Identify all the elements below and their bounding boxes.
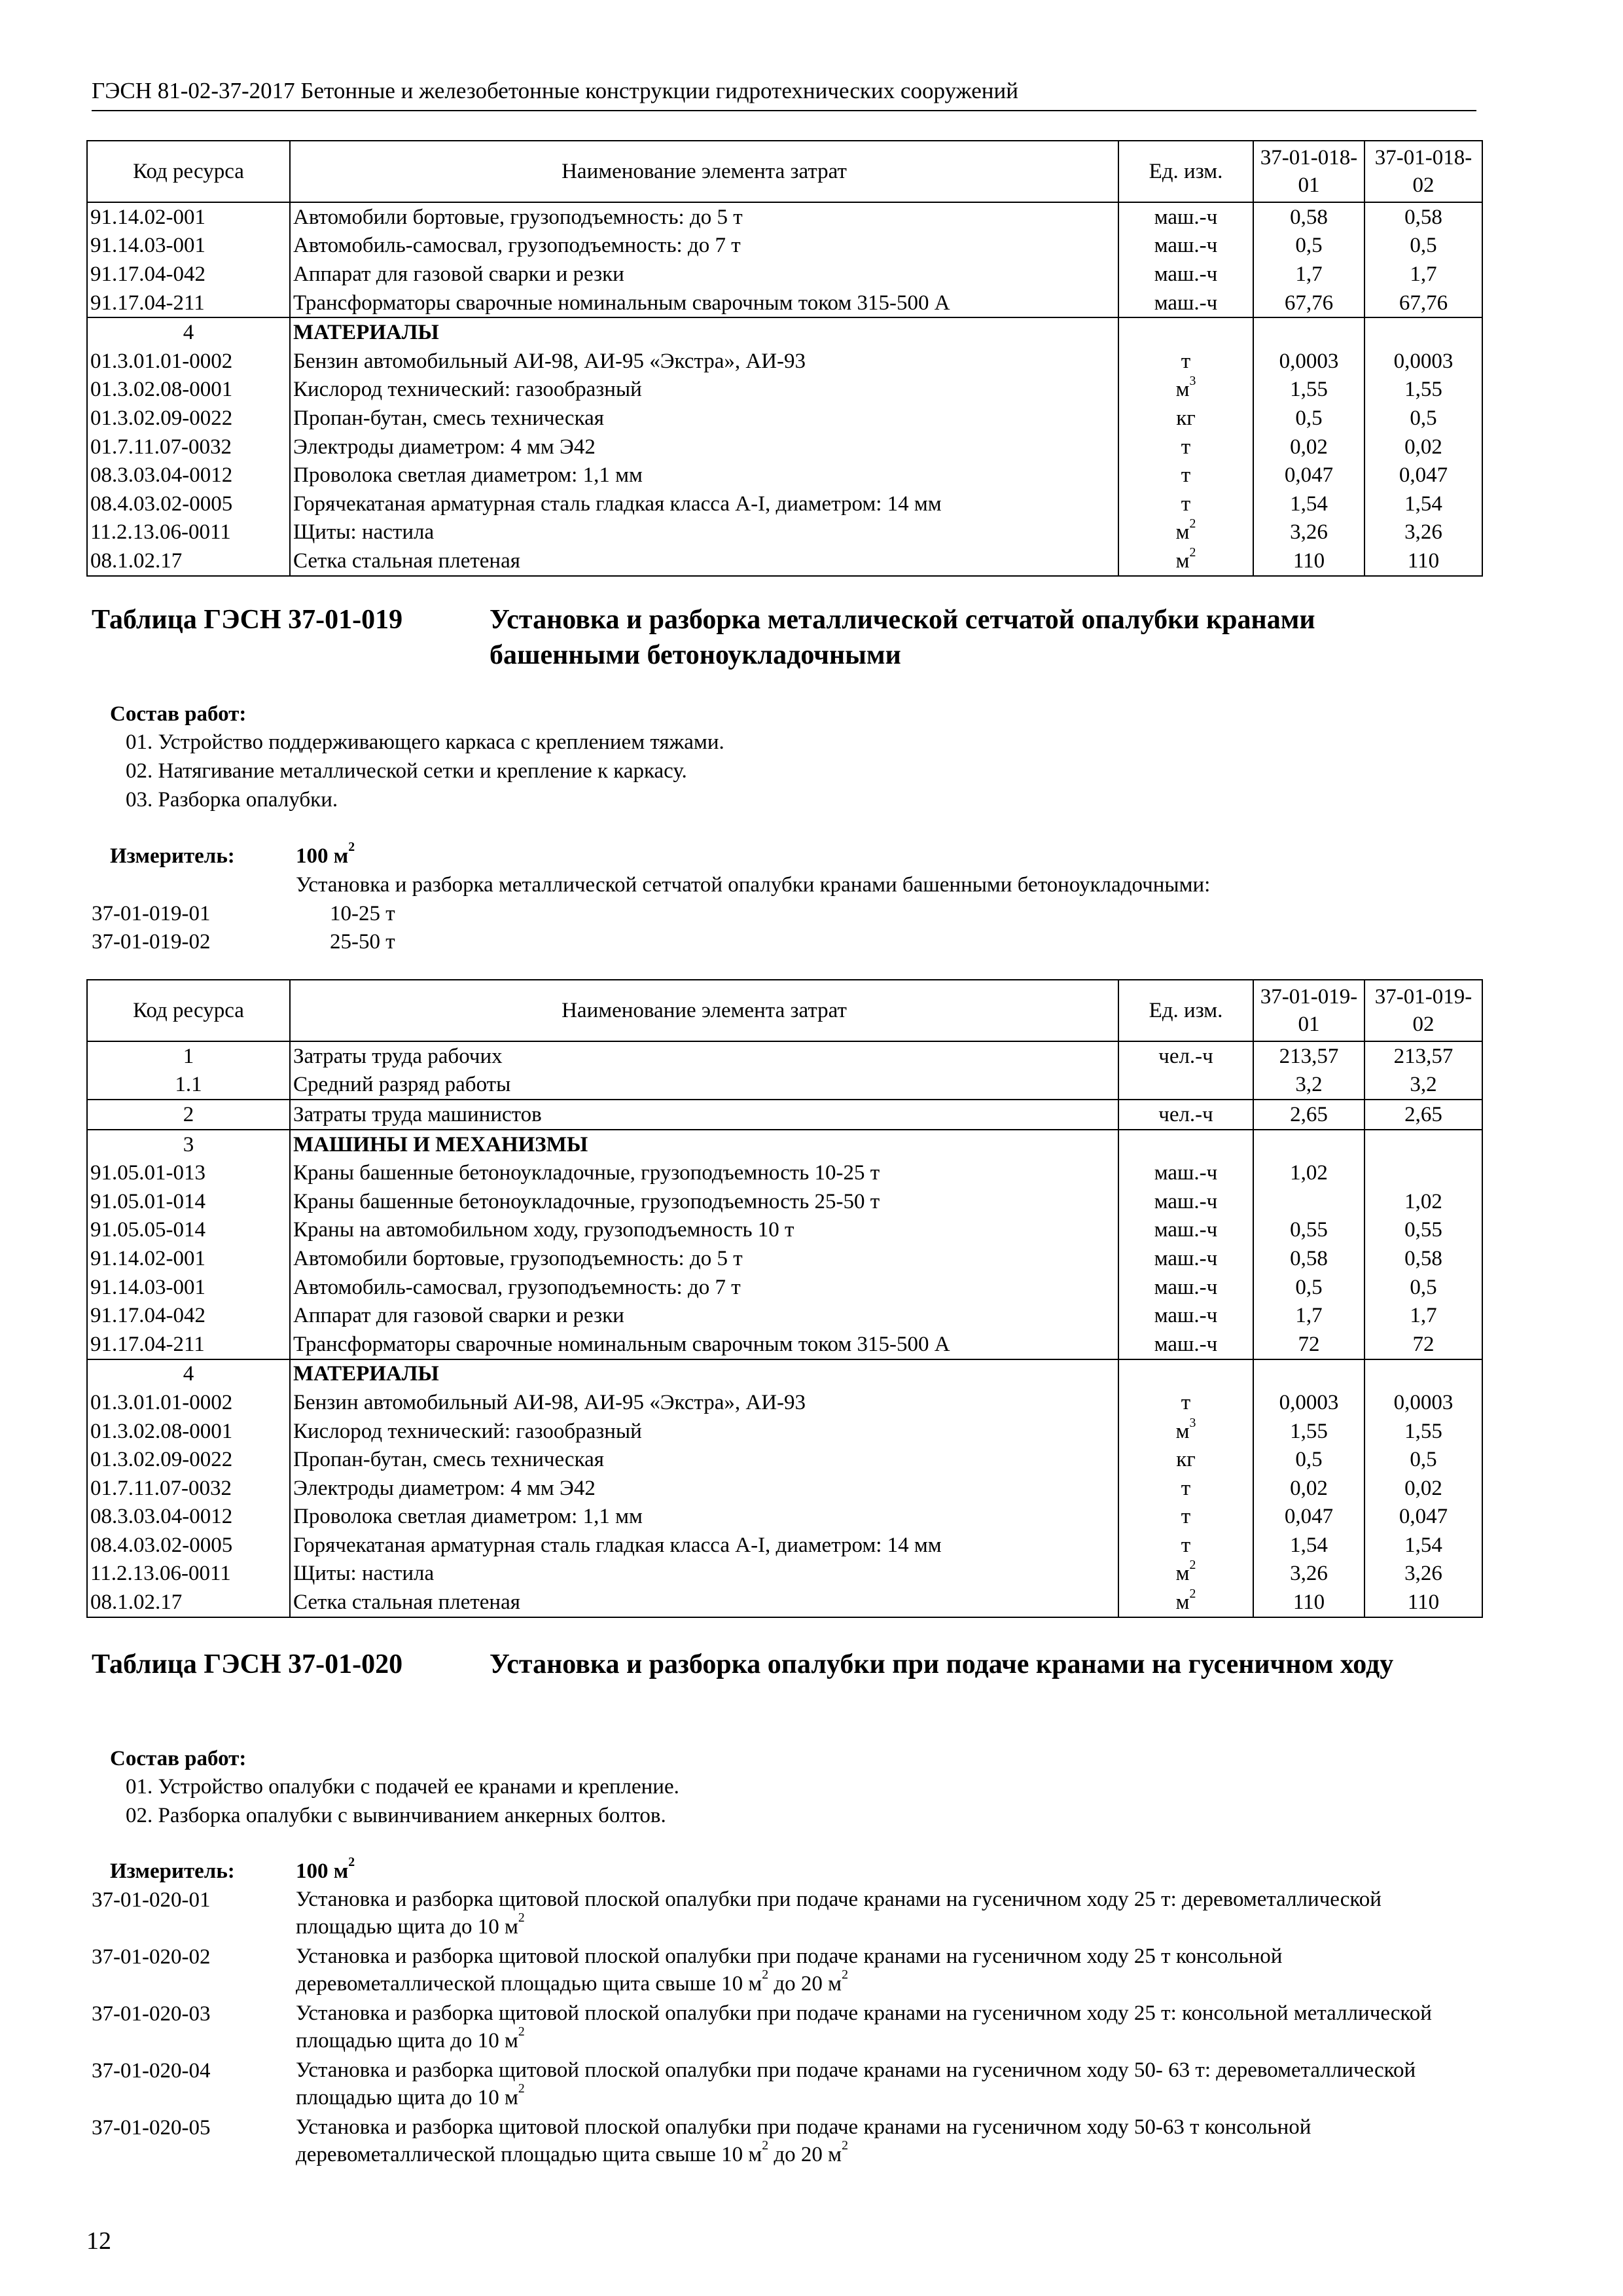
table-row: [87, 1588, 1482, 1617]
col-norm1-header: 37-01-019- 01: [1253, 980, 1364, 1041]
work-item: 02. Натягивание металлической сетки и крепление к каркасу.: [126, 759, 687, 783]
resource-name: Средний разряд работы: [290, 1071, 1118, 1100]
norm-value-1: [1253, 1130, 1364, 1159]
table-row: [87, 1130, 1482, 1159]
col-unit-header: Ед. изм.: [1118, 141, 1253, 202]
table-row: [87, 433, 1482, 461]
norm-value-1: 3,2: [1253, 1071, 1364, 1100]
norm-value-1: [1253, 1187, 1364, 1216]
norm-value-1: 0,58: [1253, 1244, 1364, 1273]
resource-table-019: [86, 979, 1483, 1618]
resource-code: 91.17.04-211: [87, 1330, 290, 1359]
norm-value-2: 3,26: [1364, 1560, 1482, 1588]
norm-value-2: 110: [1364, 1588, 1482, 1617]
unit: $м^3$: [1118, 1417, 1253, 1446]
norm-value-2: 3,26: [1364, 518, 1482, 547]
table-row: [87, 461, 1482, 490]
norm-value-2: 0,047: [1364, 1503, 1482, 1532]
unit: маш.-ч: [1118, 202, 1253, 232]
table-row: [87, 1158, 1482, 1187]
resource-code: 91.17.04-042: [87, 1301, 290, 1330]
unit: кг: [1118, 1445, 1253, 1474]
norm-value-1: 110: [1253, 547, 1364, 576]
resource-code: 08.3.03.04-0012: [87, 1503, 290, 1532]
resource-name: Автомобиль-самосвал, грузоподъемность: до 7 т: [290, 1273, 1118, 1302]
meter-label-020: Измеритель:: [110, 1859, 235, 1883]
page-number: 12: [86, 2227, 111, 2255]
col-name-header: Наименование элемента затрат: [290, 980, 1118, 1041]
meter-value-020: 100 $м^2$: [296, 1855, 355, 1883]
running-header: ГЭСН 81-02-37-2017 Бетонные и железобетонные конструкции гидротехнических сооружений: [92, 77, 1476, 111]
table-row: [87, 232, 1482, 260]
norm-value-1: 1,7: [1253, 260, 1364, 289]
resource-code: 11.2.13.06-0011: [87, 518, 290, 547]
resource-name: Затраты труда машинистов: [290, 1100, 1118, 1130]
resource-name: Аппарат для газовой сварки и резки: [290, 260, 1118, 289]
resource-name: Горячекатаная арматурная сталь гладкая класса А-I, диаметром: 14 мм: [290, 490, 1118, 518]
unit: т: [1118, 490, 1253, 518]
resource-name: Затраты труда рабочих: [290, 1041, 1118, 1071]
norm-value-1: 1,7: [1253, 1301, 1364, 1330]
resource-name: Трансформаторы сварочные номинальным сварочным током 315-500 А: [290, 289, 1118, 318]
unit: маш.-ч: [1118, 1301, 1253, 1330]
resource-code: 01.3.02.08-0001: [87, 1417, 290, 1446]
resource-code: 08.4.03.02-0005: [87, 1531, 290, 1560]
resource-code: 3: [87, 1130, 290, 1159]
unit: т: [1118, 1388, 1253, 1417]
work-item: 01. Устройство опалубки с подачей ее кранами и крепление.: [126, 1775, 679, 1799]
unit: [1118, 317, 1253, 347]
norm-code: 37-01-020-03: [92, 2002, 211, 2026]
table-row: [87, 1041, 1482, 1071]
resource-table-018: [86, 140, 1483, 577]
table-row: [87, 347, 1482, 376]
resource-code: 11.2.13.06-0011: [87, 1560, 290, 1588]
resource-code: 08.3.03.04-0012: [87, 461, 290, 490]
resource-name: Бензин автомобильный АИ-98, АИ-95 «Экстра», АИ-93: [290, 347, 1118, 376]
table-row: [87, 1474, 1482, 1503]
norm-code: 37-01-020-04: [92, 2059, 211, 2083]
table-row: [87, 376, 1482, 404]
resource-name: Проволока светлая диаметром: 1,1 мм: [290, 461, 1118, 490]
resource-name: Электроды диаметром: 4 мм Э42: [290, 433, 1118, 461]
unit: маш.-ч: [1118, 232, 1253, 260]
norm-value-2: 0,0003: [1364, 1388, 1482, 1417]
unit: кг: [1118, 404, 1253, 433]
resource-name: МАТЕРИАЛЫ: [290, 317, 1118, 347]
norm-value-2: 1,7: [1364, 1301, 1482, 1330]
resource-name: Горячекатаная арматурная сталь гладкая класса А-I, диаметром: 14 мм: [290, 1531, 1118, 1560]
table-row: [87, 289, 1482, 318]
resource-code: 91.14.03-001: [87, 1273, 290, 1302]
works-label-019: Состав работ:: [110, 702, 247, 726]
norm-value-2: 2,65: [1364, 1100, 1482, 1130]
unit: маш.-ч: [1118, 1244, 1253, 1273]
unit: маш.-ч: [1118, 1216, 1253, 1245]
meter-description-019: Установка и разборка металлической сетчатой опалубки кранами башенными бетоноукладочными:: [296, 873, 1211, 897]
col-norm1-header: 37-01-018- 01: [1253, 141, 1364, 202]
table-title-020: Установка и разборка опалубки при подаче кранами на гусеничном ходу: [490, 1649, 1394, 1679]
resource-name: Пропан-бутан, смесь техническая: [290, 404, 1118, 433]
norm-value-1: 110: [1253, 1588, 1364, 1617]
resource-code: 91.14.02-001: [87, 202, 290, 232]
unit: т: [1118, 1531, 1253, 1560]
resource-name: Автомобили бортовые, грузоподъемность: до 5 т: [290, 1244, 1118, 1273]
table-row: [87, 547, 1482, 576]
table-row: [87, 1445, 1482, 1474]
table-row: [87, 1244, 1482, 1273]
resource-name: Краны башенные бетоноукладочные, грузоподъемность 25-50 т: [290, 1187, 1118, 1216]
col-unit-header: Ед. изм.: [1118, 980, 1253, 1041]
norm-value-2: 3,2: [1364, 1071, 1482, 1100]
unit: [1118, 1130, 1253, 1159]
unit: маш.-ч: [1118, 1273, 1253, 1302]
table-row: [87, 260, 1482, 289]
resource-code: 01.7.11.07-0032: [87, 1474, 290, 1503]
norm-value-1: 0,5: [1253, 232, 1364, 260]
norm-value-2: 1,02: [1364, 1187, 1482, 1216]
table-row: [87, 1330, 1482, 1359]
table-row: [87, 404, 1482, 433]
norm-value-1: 1,55: [1253, 376, 1364, 404]
unit: [1118, 1071, 1253, 1100]
norm-value-1: 0,55: [1253, 1216, 1364, 1245]
norm-value-2: 1,55: [1364, 1417, 1482, 1446]
norm-value-2: 110: [1364, 547, 1482, 576]
norm-value-2: 72: [1364, 1330, 1482, 1359]
resource-code: 01.3.02.09-0022: [87, 404, 290, 433]
norm-value-1: 0,5: [1253, 1273, 1364, 1302]
norm-value-1: 3,26: [1253, 1560, 1364, 1588]
norm-description: Установка и разборка щитовой плоской опалубки при подаче кранами на гусеничном ходу 25 т консольной деревометаллической площадью щита свыше 10 $м^2$ до 20 $м^2$: [296, 1945, 1283, 1996]
table-row: [87, 1100, 1482, 1130]
table-title-019: Установка и разборка металлической сетчатой опалубки кранами башенными бетоноукладочными: [490, 605, 1315, 670]
norm-value-1: 0,02: [1253, 1474, 1364, 1503]
resource-name: Краны на автомобильном ходу, грузоподъемность 10 т: [290, 1216, 1118, 1245]
resource-name: Сетка стальная плетеная: [290, 547, 1118, 576]
resource-code: 1: [87, 1041, 290, 1071]
norm-value-2: 1,54: [1364, 1531, 1482, 1560]
norm-value-1: 0,0003: [1253, 347, 1364, 376]
norm-code: 37-01-019-02: [92, 930, 211, 954]
resource-code: 01.3.01.01-0002: [87, 347, 290, 376]
resource-name: Кислород технический: газообразный: [290, 376, 1118, 404]
unit: $м^2$: [1118, 518, 1253, 547]
table-row: [87, 1417, 1482, 1446]
norm-code: 37-01-020-01: [92, 1888, 211, 1912]
norm-value-2: [1364, 1158, 1482, 1187]
norm-description: 10-25 т: [330, 902, 395, 925]
norm-value-1: 67,76: [1253, 289, 1364, 318]
resource-name: Электроды диаметром: 4 мм Э42: [290, 1474, 1118, 1503]
norm-value-2: 0,5: [1364, 1273, 1482, 1302]
table-row: [87, 1359, 1482, 1389]
meter-label-019: Измеритель:: [110, 844, 235, 868]
norm-value-1: [1253, 1359, 1364, 1389]
resource-code: 91.05.01-013: [87, 1158, 290, 1187]
norm-code: 37-01-019-01: [92, 902, 211, 925]
table-row: [87, 1071, 1482, 1100]
table-row: [87, 1187, 1482, 1216]
resource-code: 4: [87, 1359, 290, 1389]
norm-value-2: 0,55: [1364, 1216, 1482, 1245]
norm-value-2: [1364, 1359, 1482, 1389]
norm-value-2: 0,5: [1364, 232, 1482, 260]
unit: $м^2$: [1118, 1560, 1253, 1588]
norm-value-1: [1253, 317, 1364, 347]
norm-value-1: 0,5: [1253, 404, 1364, 433]
norm-value-2: 0,02: [1364, 1474, 1482, 1503]
norm-code: 37-01-020-02: [92, 1945, 211, 1969]
unit: маш.-ч: [1118, 1330, 1253, 1359]
resource-code: 08.4.03.02-0005: [87, 490, 290, 518]
unit: маш.-ч: [1118, 260, 1253, 289]
table-row: [87, 1503, 1482, 1532]
norm-value-1: 0,047: [1253, 1503, 1364, 1532]
table-row: [87, 490, 1482, 518]
resource-code: 1.1: [87, 1071, 290, 1100]
table-label-019: Таблица ГЭСН 37-01-019: [92, 605, 403, 635]
unit: чел.-ч: [1118, 1041, 1253, 1071]
resource-name: Аппарат для газовой сварки и резки: [290, 1301, 1118, 1330]
table-row: [87, 317, 1482, 347]
work-item: 02. Разборка опалубки с вывинчиванием анкерных болтов.: [126, 1804, 666, 1827]
work-item: 03. Разборка опалубки.: [126, 788, 338, 812]
norm-value-2: 0,047: [1364, 461, 1482, 490]
work-item: 01. Устройство поддерживающего каркаса с креплением тяжами.: [126, 730, 724, 754]
unit: $м^3$: [1118, 376, 1253, 404]
table-row: [87, 1273, 1482, 1302]
resource-name: МАТЕРИАЛЫ: [290, 1359, 1118, 1389]
unit: т: [1118, 433, 1253, 461]
resource-name: Сетка стальная плетеная: [290, 1588, 1118, 1617]
norm-value-1: 1,55: [1253, 1417, 1364, 1446]
resource-code: 08.1.02.17: [87, 1588, 290, 1617]
resource-code: 01.3.01.01-0002: [87, 1388, 290, 1417]
resource-name: Краны башенные бетоноукладочные, грузоподъемность 10-25 т: [290, 1158, 1118, 1187]
col-code-header: Код ресурса: [87, 141, 290, 202]
norm-value-2: 0,5: [1364, 1445, 1482, 1474]
norm-value-1: 3,26: [1253, 518, 1364, 547]
norm-value-2: [1364, 1130, 1482, 1159]
norm-value-2: 0,5: [1364, 404, 1482, 433]
norm-value-2: 1,54: [1364, 490, 1482, 518]
resource-code: 01.7.11.07-0032: [87, 433, 290, 461]
resource-code: 91.17.04-211: [87, 289, 290, 318]
norm-value-1: 2,65: [1253, 1100, 1364, 1130]
norm-value-2: 67,76: [1364, 289, 1482, 318]
unit: маш.-ч: [1118, 289, 1253, 318]
resource-name: Пропан-бутан, смесь техническая: [290, 1445, 1118, 1474]
norm-description: Установка и разборка щитовой плоской опалубки при подаче кранами на гусеничном ходу 25 т: деревометаллической площадью щита до 10 $м^2$: [296, 1888, 1382, 1939]
col-name-header: Наименование элемента затрат: [290, 141, 1118, 202]
norm-value-1: 1,54: [1253, 1531, 1364, 1560]
table-row: [87, 518, 1482, 547]
unit: маш.-ч: [1118, 1187, 1253, 1216]
resource-name: Щиты: настила: [290, 518, 1118, 547]
norm-value-2: 0,58: [1364, 1244, 1482, 1273]
resource-code: 91.05.01-014: [87, 1187, 290, 1216]
norm-value-1: 0,58: [1253, 202, 1364, 232]
table-row: [87, 1531, 1482, 1560]
norm-value-2: 0,58: [1364, 202, 1482, 232]
resource-code: 91.14.02-001: [87, 1244, 290, 1273]
resource-code: 01.3.02.09-0022: [87, 1445, 290, 1474]
meter-value-019: 100 $м^2$: [296, 840, 355, 868]
norm-value-1: 213,57: [1253, 1041, 1364, 1071]
norm-value-1: 1,54: [1253, 490, 1364, 518]
resource-code: 2: [87, 1100, 290, 1130]
norm-value-2: [1364, 317, 1482, 347]
table-row: [87, 1388, 1482, 1417]
norm-value-1: 0,0003: [1253, 1388, 1364, 1417]
resource-name: Бензин автомобильный АИ-98, АИ-95 «Экстра», АИ-93: [290, 1388, 1118, 1417]
resource-code: 91.14.03-001: [87, 232, 290, 260]
unit: т: [1118, 461, 1253, 490]
table-row: [87, 1560, 1482, 1588]
norm-description: Установка и разборка щитовой плоской опалубки при подаче кранами на гусеничном ходу 50-63 т консольной деревометаллической площадью щита свыше 10 $м^2$ до 20 $м^2$: [296, 2115, 1311, 2166]
works-label-020: Состав работ:: [110, 1747, 247, 1770]
norm-value-1: 0,047: [1253, 461, 1364, 490]
norm-value-2: 1,55: [1364, 376, 1482, 404]
norm-value-1: 0,02: [1253, 433, 1364, 461]
unit: т: [1118, 1503, 1253, 1532]
resource-name: Автомобиль-самосвал, грузоподъемность: до 7 т: [290, 232, 1118, 260]
resource-code: 91.17.04-042: [87, 260, 290, 289]
col-norm2-header: 37-01-019- 02: [1364, 980, 1482, 1041]
table-label-020: Таблица ГЭСН 37-01-020: [92, 1649, 403, 1679]
norm-value-1: 0,5: [1253, 1445, 1364, 1474]
unit: [1118, 1359, 1253, 1389]
unit: $м^2$: [1118, 547, 1253, 576]
resource-name: Кислород технический: газообразный: [290, 1417, 1118, 1446]
norm-description: 25-50 т: [330, 930, 395, 954]
norm-value-2: 1,7: [1364, 260, 1482, 289]
table-row: [87, 202, 1482, 232]
resource-code: 91.05.05-014: [87, 1216, 290, 1245]
resource-code: 01.3.02.08-0001: [87, 376, 290, 404]
norm-value-1: 1,02: [1253, 1158, 1364, 1187]
unit: маш.-ч: [1118, 1158, 1253, 1187]
col-norm2-header: 37-01-018- 02: [1364, 141, 1482, 202]
resource-name: МАШИНЫ И МЕХАНИЗМЫ: [290, 1130, 1118, 1159]
norm-description: Установка и разборка щитовой плоской опалубки при подаче кранами на гусеничном ходу 25 т: консольной металлической площадью щита до 10 $м^2$: [296, 2001, 1432, 2053]
resource-name: Трансформаторы сварочные номинальным сварочным током 315-500 А: [290, 1330, 1118, 1359]
unit: $м^2$: [1118, 1588, 1253, 1617]
resource-name: Автомобили бортовые, грузоподъемность: до 5 т: [290, 202, 1118, 232]
resource-code: 4: [87, 317, 290, 347]
norm-value-2: 213,57: [1364, 1041, 1482, 1071]
unit: т: [1118, 1474, 1253, 1503]
resource-name: Проволока светлая диаметром: 1,1 мм: [290, 1503, 1118, 1532]
col-code-header: Код ресурса: [87, 980, 290, 1041]
norm-description: Установка и разборка щитовой плоской опалубки при подаче кранами на гусеничном ходу 50- 63 т: деревометаллической площадью щита до 10 $м^2$: [296, 2058, 1416, 2109]
unit: чел.-ч: [1118, 1100, 1253, 1130]
norm-value-1: 72: [1253, 1330, 1364, 1359]
unit: т: [1118, 347, 1253, 376]
resource-code: 08.1.02.17: [87, 547, 290, 576]
table-row: [87, 1301, 1482, 1330]
norm-code: 37-01-020-05: [92, 2116, 211, 2140]
norm-value-2: 0,02: [1364, 433, 1482, 461]
resource-name: Щиты: настила: [290, 1560, 1118, 1588]
table-row: [87, 1216, 1482, 1245]
norm-value-2: 0,0003: [1364, 347, 1482, 376]
